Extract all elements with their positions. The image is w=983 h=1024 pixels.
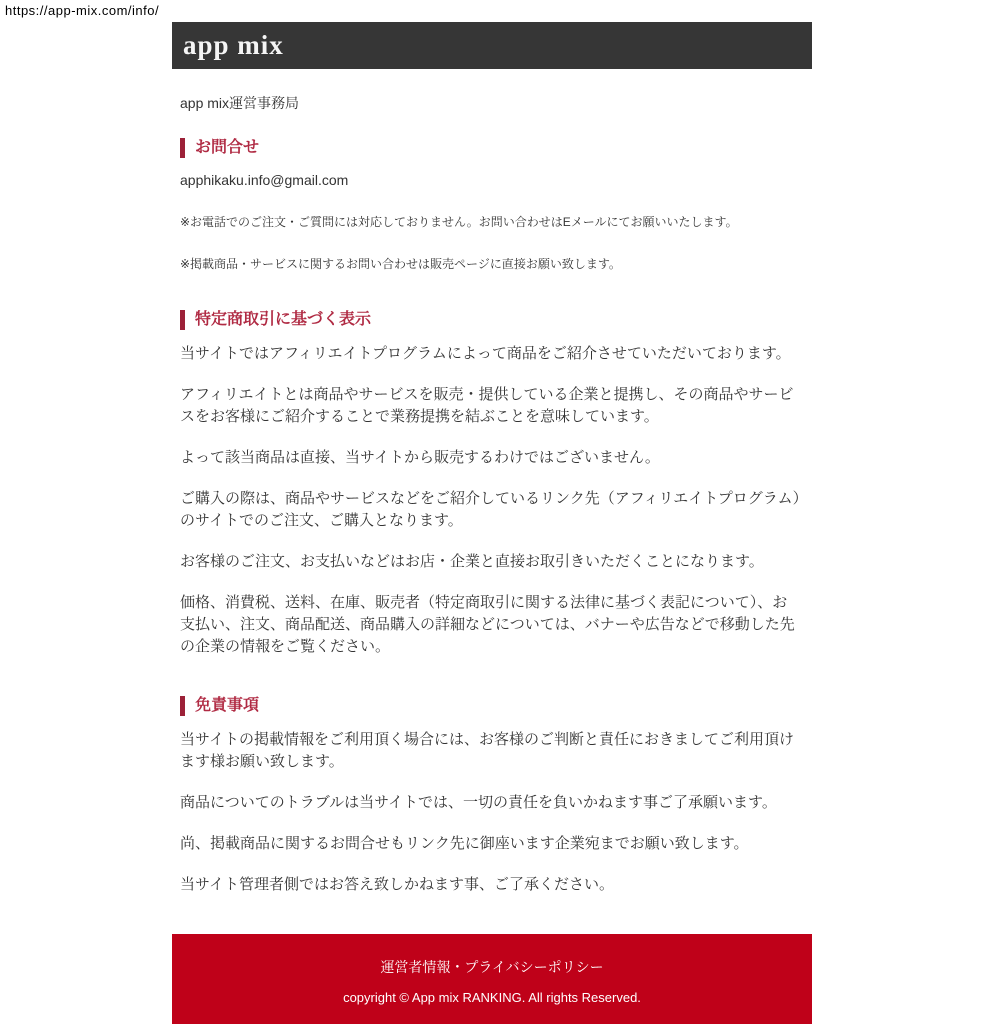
contact-note: ※お電話でのご注文・ご質問には対応しておりません。お問い合わせはEメールにてお願いいたします。 [180,215,738,229]
commerce-paragraph: 当サイトではアフィリエイトプログラムによって商品をご紹介させていただいております。 [180,345,791,362]
disclaimer-paragraph: 当サイトの掲載情報をご利用頂く場合には、お客様のご判断と責任におきましてご利用頂けます様お願い致します。 [180,731,794,770]
commerce-paragraph: ご購入の際は、商品やサービスなどをご紹介しているリンク先（アフィリエイトプログラム）のサイトでのご注文、ご購入となります。 [180,490,801,529]
footer-privacy-policy-link[interactable]: 運営者情報・プライバシーポリシー [380,959,604,975]
contact-note: ※掲載商品・サービスに関するお問い合わせは販売ページに直接お願い致します。 [180,257,621,271]
operator-name-text: app mix運営事務局 [180,95,300,111]
commerce-paragraph: お客様のご注文、お支払いなどはお店・企業と直接お取引きいただくことになります。 [180,553,764,570]
contact-email-text: apphikaku.info@gmail.com [180,172,349,188]
site-footer [172,934,812,1024]
page-url-text: https://app-mix.com/info/ [5,3,160,18]
commerce-paragraph: よって該当商品は直接、当サイトから販売するわけではございません。 [180,449,660,466]
section-title-contact: お問合せ [180,138,802,158]
page-content [172,93,812,896]
site-header-bar [172,22,812,69]
disclaimer-paragraph: 商品についてのトラブルは当サイトでは、一切の責任を負いかねます事ご了承願います。 [180,794,777,811]
commerce-paragraph: 価格、消費税、送料、在庫、販売者（特定商取引に関する法律に基づく表記について）、お支払い、注文、商品配送、商品購入の詳細などについては、バナーや広告などで移動した先の企業の情報をご覧ください。 [180,594,795,655]
disclaimer-paragraph: 当サイト管理者側ではお答え致しかねます事、ご了承ください。 [180,876,614,893]
section-title-commerce-law: 特定商取引に基づく表示 [180,310,802,330]
footer-copyright-text: copyright © App mix RANKING. All rights Reserved. [343,990,641,1005]
main-column [172,22,812,1024]
disclaimer-paragraph: 尚、掲載商品に関するお問合せもリンク先に御座います企業宛までお願い致します。 [180,835,749,852]
commerce-paragraph: アフィリエイトとは商品やサービスを販売・提供している企業と提携し、その商品やサービスをお客様にご紹介することで業務提携を結ぶことを意味しています。 [180,386,794,425]
site-logo-title[interactable]: app mix [183,30,284,60]
section-title-disclaimer: 免責事項 [180,696,802,716]
